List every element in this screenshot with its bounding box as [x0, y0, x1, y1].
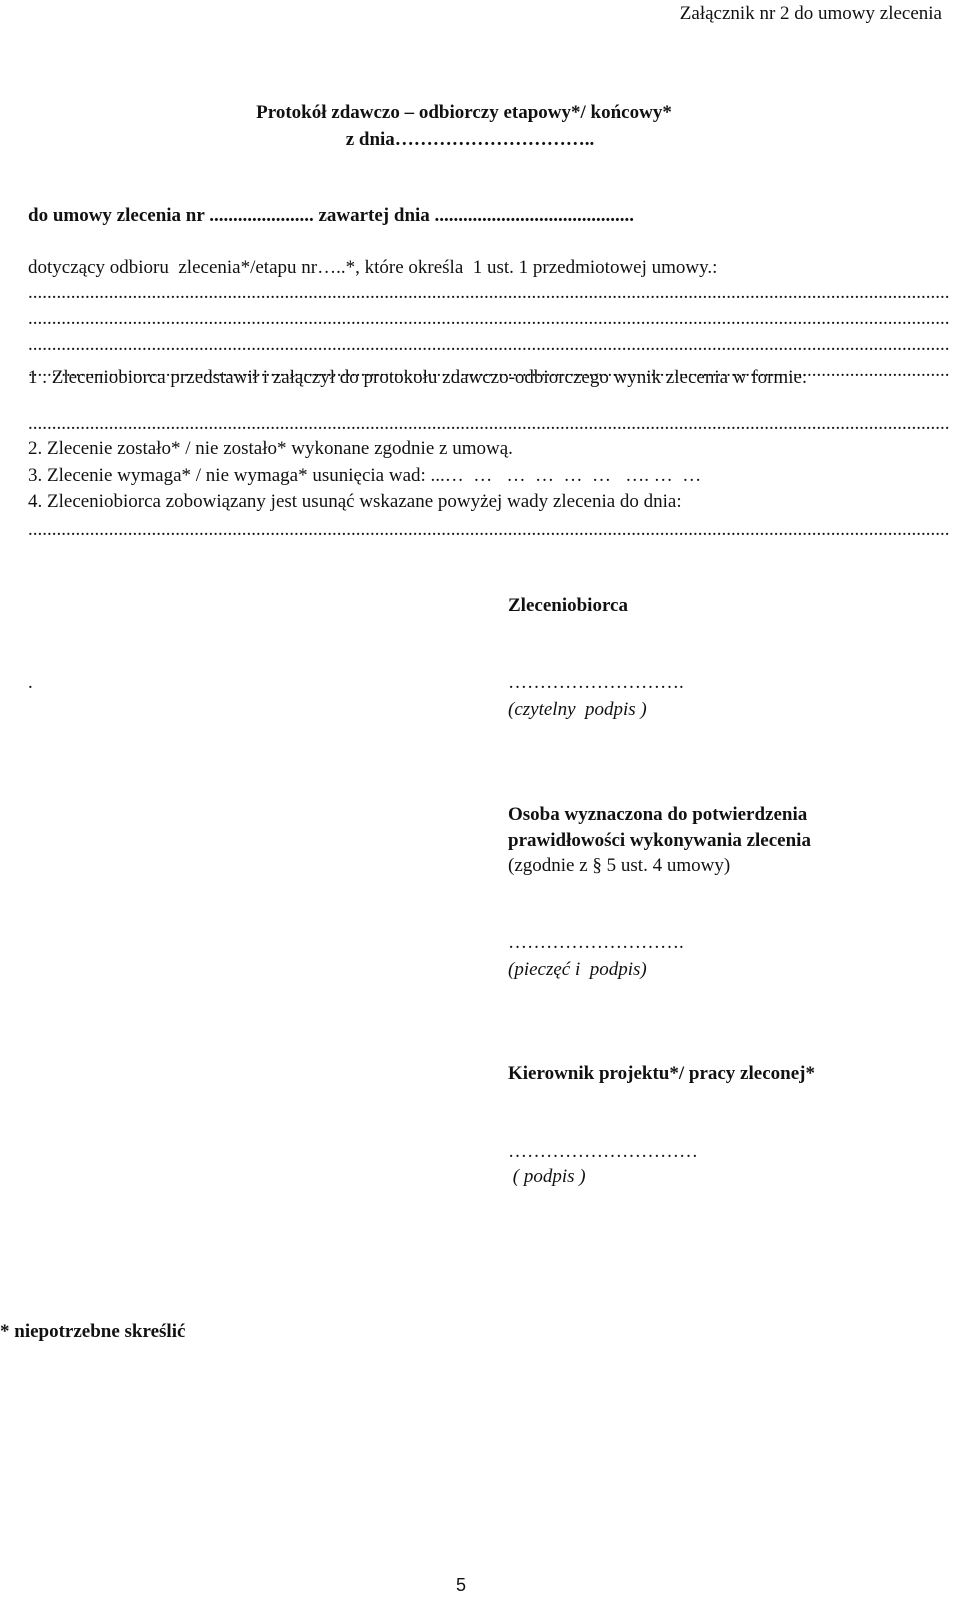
page-number: 5: [456, 1575, 467, 1595]
dotted-line: [28, 335, 950, 354]
annex-label: Załącznik nr 2 do umowy zlecenia: [679, 3, 942, 24]
designated-person-title-1: Osoba wyznaczona do potwierdzenia: [508, 804, 808, 825]
dotted-line: [28, 309, 950, 328]
contractor-signature-caption: (czytelny podpis ): [508, 699, 647, 720]
contractor-signature-line: ……………………….: [508, 672, 684, 693]
item-3: 3. Zlecenie wymaga* / nie wymaga* usunięcia wad: ...… … … … … … …. … …: [28, 465, 702, 486]
designated-person-reference: (zgodnie z § 5 ust. 4 umowy): [508, 855, 731, 876]
document-title: Protokół zdawczo – odbiorczy etapowy*/ końcowy*: [256, 102, 672, 123]
contract-line: do umowy zlecenia nr ...................... zawartej dnia ..........................................: [28, 205, 635, 226]
contractor-leader: .: [28, 672, 33, 693]
item-2: 2. Zlecenie zostało* / nie zostało* wykonane zgodnie z umową.: [28, 438, 513, 459]
project-manager-signature-line: …………………………: [508, 1141, 698, 1162]
designated-person-signature-caption: (pieczęć i podpis): [508, 959, 647, 980]
project-manager-signature-caption: ( podpis ): [508, 1166, 586, 1187]
designated-person-title-2: prawidłowości wykonywania zlecenia: [508, 830, 811, 851]
item-4: 4. Zleceniobiorca zobowiązany jest usunąć wskazane powyżej wady zlecenia do dnia:: [28, 491, 682, 512]
subject-line: dotyczący odbioru zlecenia*/etapu nr…..*, które określa 1 ust. 1 przedmiotowej umowy.:: [28, 257, 718, 278]
footnote: * niepotrzebne skreślić: [0, 1321, 186, 1342]
item-1: 1 . Zleceniobiorca przedstawił i załączył do protokołu zdawczo-odbiorczego wynik zlecenia w formie:: [28, 367, 808, 388]
dotted-line: [28, 520, 950, 539]
dotted-line: [28, 283, 950, 302]
designated-person-signature-line: ……………………….: [508, 932, 684, 953]
project-manager-title: Kierownik projektu*/ pracy zleconej*: [508, 1063, 815, 1084]
dotted-line: [28, 414, 950, 433]
document-date-line: z dnia…………………………..: [345, 129, 595, 150]
contractor-title: Zleceniobiorca: [508, 595, 628, 616]
